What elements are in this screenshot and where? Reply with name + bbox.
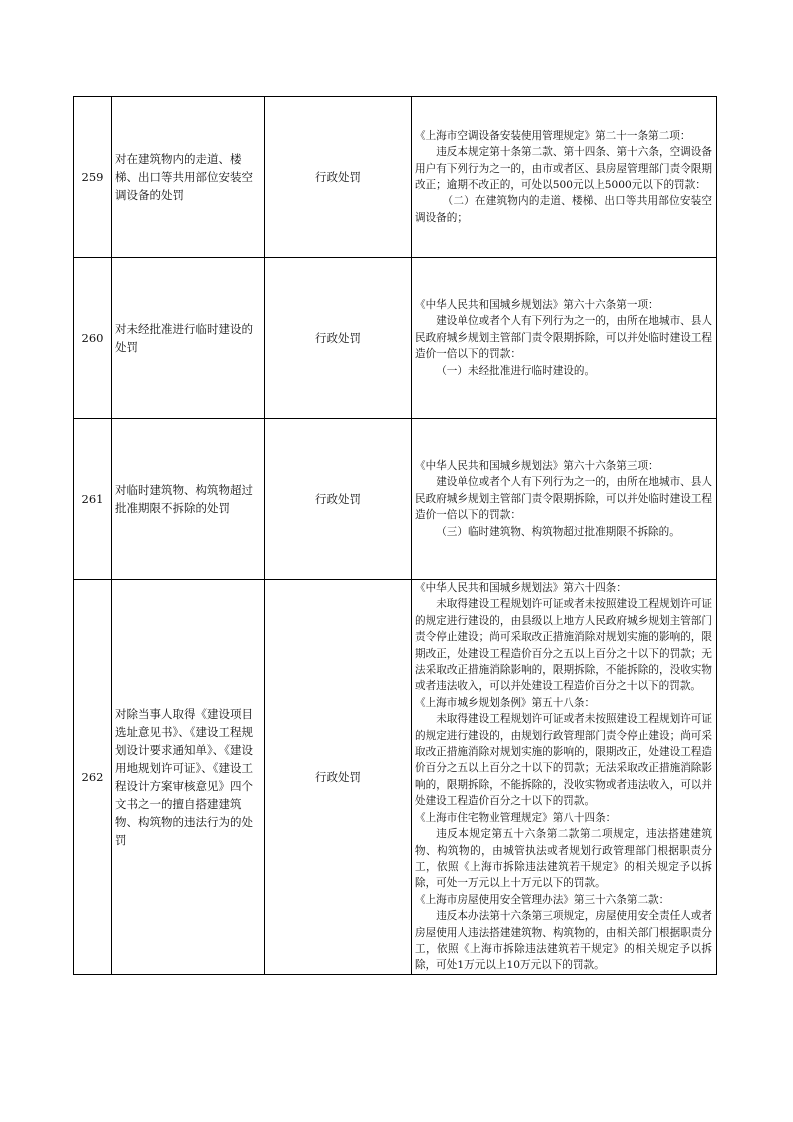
item-type: 行政处罚 bbox=[265, 97, 412, 258]
basis-text: 未取得建设工程规划许可证或者未按照建设工程规划许可证的规定进行建设的，由县级以上地方人民政府城乡规划主管部门责令停止建设；尚可采取改正措施消除对规划实施的影响的，限期改正，处建设工程造价百分之五以上百分之十以下的罚款；无法采取改正措施消除影响的，限期拆除，不能拆除的，没收实物或者违法收入，可以并处建设工程造价百分之十以下的罚款。 bbox=[415, 598, 712, 693]
basis-text: 建设单位或者个人有下列行为之一的，由所在地城市、县人民政府城乡规划主管部门责令限期拆除，可以并处临时建设工程造价一倍以下的罚款： bbox=[415, 315, 712, 361]
table-row bbox=[74, 97, 717, 258]
basis-clause: （一）未经批准进行临时建设的。 bbox=[436, 364, 596, 377]
basis-source: 《上海市房屋使用安全管理办法》第三十六条第二款： bbox=[415, 893, 670, 906]
item-type: 行政处罚 bbox=[265, 580, 412, 975]
basis-text: 建设单位或者个人有下列行为之一的，由所在地城市、县人民政府城乡规划主管部门责令限期拆除，可以并处临时建设工程造价一倍以下的罚款： bbox=[415, 476, 712, 522]
basis-text: 未取得建设工程规划许可证或者未按照建设工程规划许可证的规定进行建设的，由规划行政管理部门责令停止建设；尚可采取改正措施消除对规划实施的影响的，限期改正，处建设工程造价百分之五以上百分之十以下的罚款；无法采取改正措施消除影响的，限期拆除，不能拆除的，没收实物或者违法收入，可以并处建设工程造价百分之十以下的罚款。 bbox=[415, 713, 712, 808]
legal-basis bbox=[412, 97, 717, 258]
enforcement-table-page bbox=[73, 96, 716, 975]
basis-source: 《上海市空调设备安装使用管理规定》第二十一条第二项： bbox=[415, 129, 691, 142]
legal-basis bbox=[412, 419, 717, 580]
item-type: 行政处罚 bbox=[265, 258, 412, 419]
basis-clause: （三）临时建筑物、构筑物超过批准期限不拆除的。 bbox=[436, 525, 680, 538]
item-name: 对临时建筑物、构筑物超过批准期限不拆除的处罚 bbox=[112, 419, 265, 580]
basis-source: 《上海市城乡规划条例》第五十八条： bbox=[415, 696, 596, 709]
legal-basis bbox=[412, 258, 717, 419]
item-name: 对在建筑物内的走道、楼梯、出口等共用部位安装空调设备的处罚 bbox=[112, 97, 265, 258]
basis-source: 《中华人民共和国城乡规划法》第六十四条： bbox=[415, 582, 627, 594]
item-number: 261 bbox=[74, 419, 112, 580]
item-name: 对未经批准进行临时建设的处罚 bbox=[112, 258, 265, 419]
table-row bbox=[74, 419, 717, 580]
basis-clause: （二）在建筑物内的走道、楼梯、出口等共用部位安装空调设备的； bbox=[415, 195, 712, 224]
item-number: 259 bbox=[74, 97, 112, 258]
basis-text: 违反本规定第五十六条第二款第二项规定，违法搭建建筑物、构筑物的，由城管执法或者规划行政管理部门根据职责分工，依照《上海市拆除违法建筑若干规定》的相关规定予以拆除，可处一万元以上十万元以下的罚款。 bbox=[415, 828, 712, 890]
basis-source: 《中华人民共和国城乡规划法》第六十六条第一项： bbox=[415, 298, 659, 311]
table-row bbox=[74, 580, 717, 975]
basis-source: 《上海市住宅物业管理规定》第八十四条： bbox=[415, 811, 617, 824]
penalty-table bbox=[73, 96, 717, 975]
item-type: 行政处罚 bbox=[265, 419, 412, 580]
item-number: 262 bbox=[74, 580, 112, 975]
basis-text: 违反本规定第十条第二款、第十四条、第十六条，空调设备用户有下列行为之一的，由市或者区、县房屋管理部门责令限期改正；逾期不改正的，可处以500元以上5000元以下的罚款： bbox=[415, 146, 712, 191]
basis-text: 违反本办法第十六条第三项规定，房屋使用安全责任人或者房屋使用人违法搭建建筑物、构筑物的，由相关部门根据职责分工，依照《上海市拆除违法建筑若干规定》的相关规定予以拆除，可处1万元以上10万元以下的罚款。 bbox=[415, 910, 712, 972]
legal-basis bbox=[412, 580, 717, 975]
item-number: 260 bbox=[74, 258, 112, 419]
basis-source: 《中华人民共和国城乡规划法》第六十六条第三项： bbox=[415, 459, 659, 472]
item-name: 对除当事人取得《建设项目选址意见书》、《建设工程规划设计要求通知单》、《建设用地规划许可证》、《建设工程设计方案审核意见》四个文书之一的擅自搭建建筑物、构筑物的违法行为的处罚 bbox=[112, 580, 265, 975]
table-row bbox=[74, 258, 717, 419]
